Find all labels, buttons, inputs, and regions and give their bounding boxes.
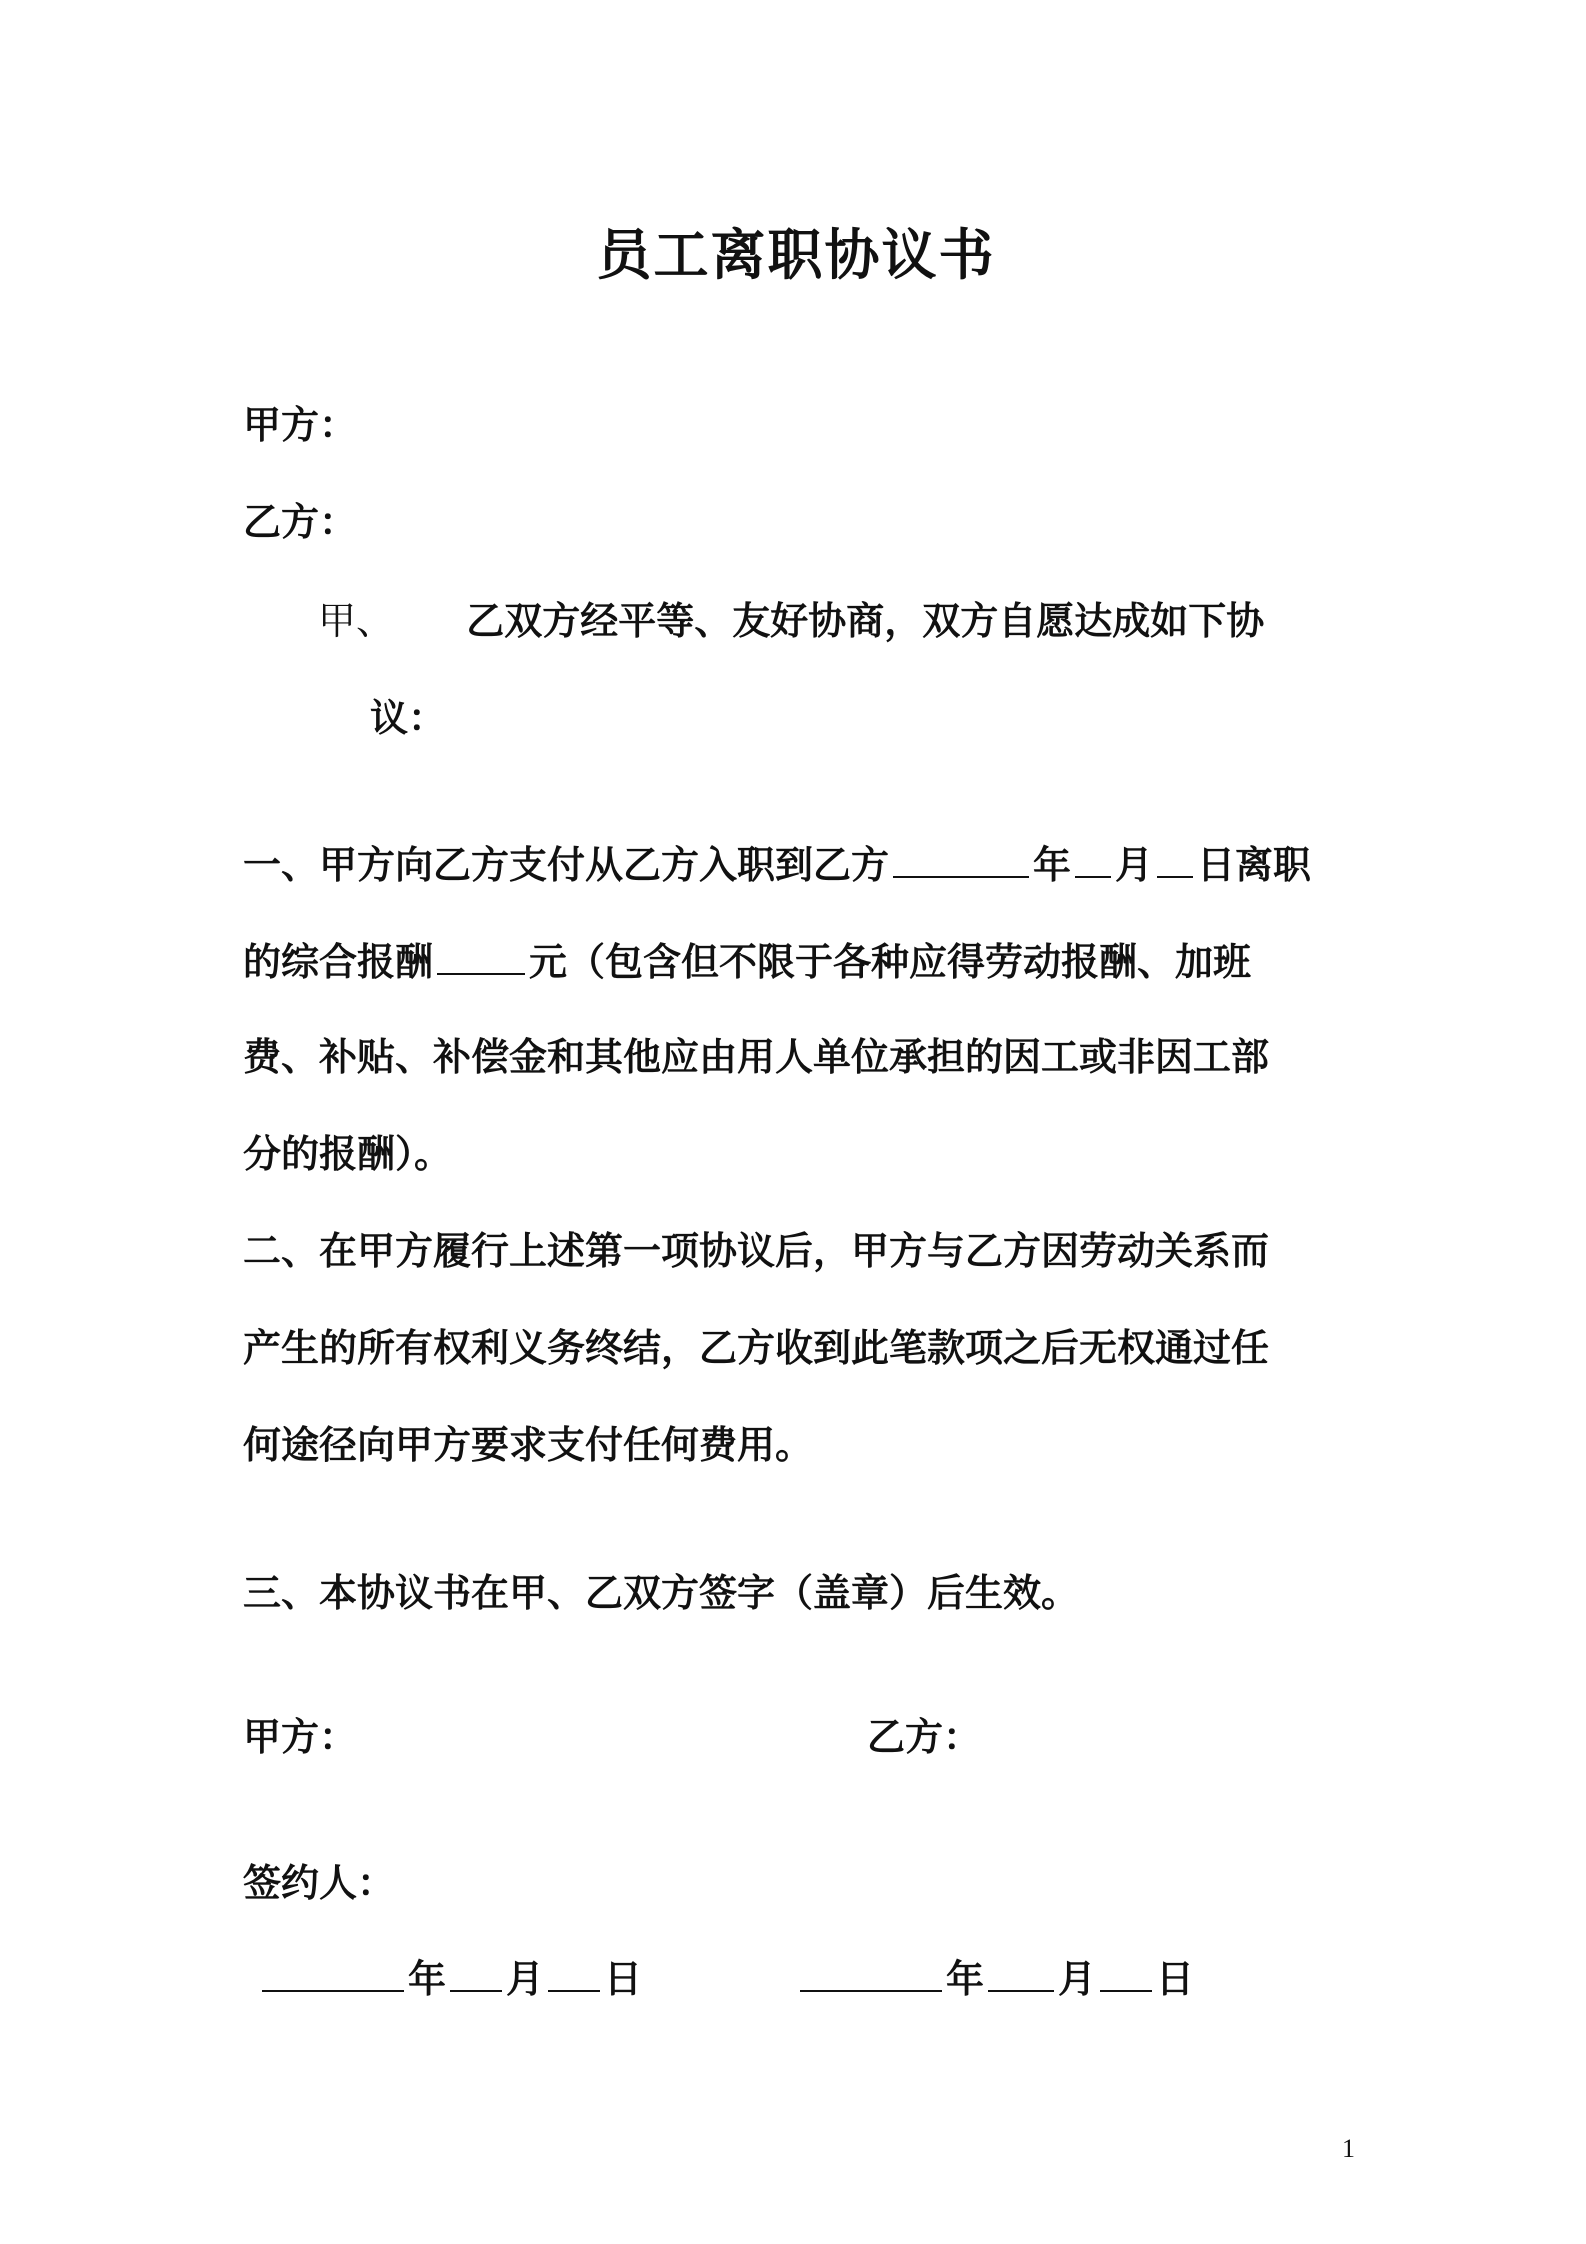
date-b-day: 日 (1156, 1957, 1195, 2001)
signature-party-a: 甲方： (243, 1715, 358, 1759)
clause-1-line-1 (243, 838, 1311, 890)
clause-2-line-1: 二、在甲方履行上述第一项协议后，甲方与乙方因劳动关系而 (243, 1229, 1270, 1273)
date-b-blank-month (988, 1952, 1054, 1992)
clause-3: 三、本协议书在甲、乙双方签字（盖章）后生效。 (243, 1571, 1080, 1615)
intro-line (318, 596, 1264, 646)
date-a-month: 月 (506, 1957, 545, 2001)
blank-amount (437, 935, 525, 975)
page-number: 1 (1342, 2134, 1355, 2163)
date-a-day: 日 (604, 1957, 643, 2001)
clause-2-line-3: 何途径向甲方要求支付任何费用。 (243, 1423, 814, 1467)
clause-1-line-2 (243, 935, 1251, 987)
clause-1-text-a: 一、甲方向乙方支付从乙方入职到乙方 (243, 843, 890, 887)
blank-year (893, 838, 1029, 878)
date-b-blank-day (1100, 1952, 1152, 1992)
intro-continuation: 议： (370, 696, 447, 740)
blank-day (1157, 838, 1193, 878)
intro-part1: 甲、 (318, 599, 395, 643)
intro-part2: 乙双方经平等、友好协商，双方自愿达成如下协 (466, 599, 1265, 643)
signer-label: 签约人： (243, 1861, 396, 1905)
clause-2-line-2: 产生的所有权利义务终结，乙方收到此笔款项之后无权通过任 (243, 1326, 1270, 1370)
clause-1-line-4: 分的报酬）。 (243, 1132, 453, 1176)
clause-1-text-c: 的综合报酬 (243, 940, 434, 984)
date-a-year: 年 (408, 1957, 447, 2001)
signature-party-b: 乙方： (867, 1715, 982, 1759)
clause-1-text-b: 日离职 (1197, 843, 1312, 887)
clause-1-year: 年 (1033, 843, 1072, 887)
date-b-blank-year (800, 1952, 942, 1992)
party-a-header: 甲方： (243, 403, 358, 447)
blank-month (1075, 838, 1111, 878)
date-line-b (800, 1952, 1194, 2004)
clause-1-line-3: 费、补贴、补偿金和其他应由用人单位承担的因工或非因工部 (243, 1035, 1270, 1079)
party-b-header: 乙方： (243, 500, 358, 544)
date-b-year: 年 (946, 1957, 985, 2001)
document-title: 员工离职协议书 (596, 223, 996, 287)
date-a-blank-day (548, 1952, 600, 1992)
date-line-a (262, 1952, 642, 2004)
date-a-blank-month (450, 1952, 502, 1992)
clause-1-text-d: （包含但不限于各种应得劳动报酬、加班 (567, 940, 1252, 984)
clause-1-month: 月 (1115, 843, 1154, 887)
clause-1-yuan: 元 (529, 940, 568, 984)
date-a-blank-year (262, 1952, 404, 1992)
date-b-month: 月 (1058, 1957, 1097, 2001)
